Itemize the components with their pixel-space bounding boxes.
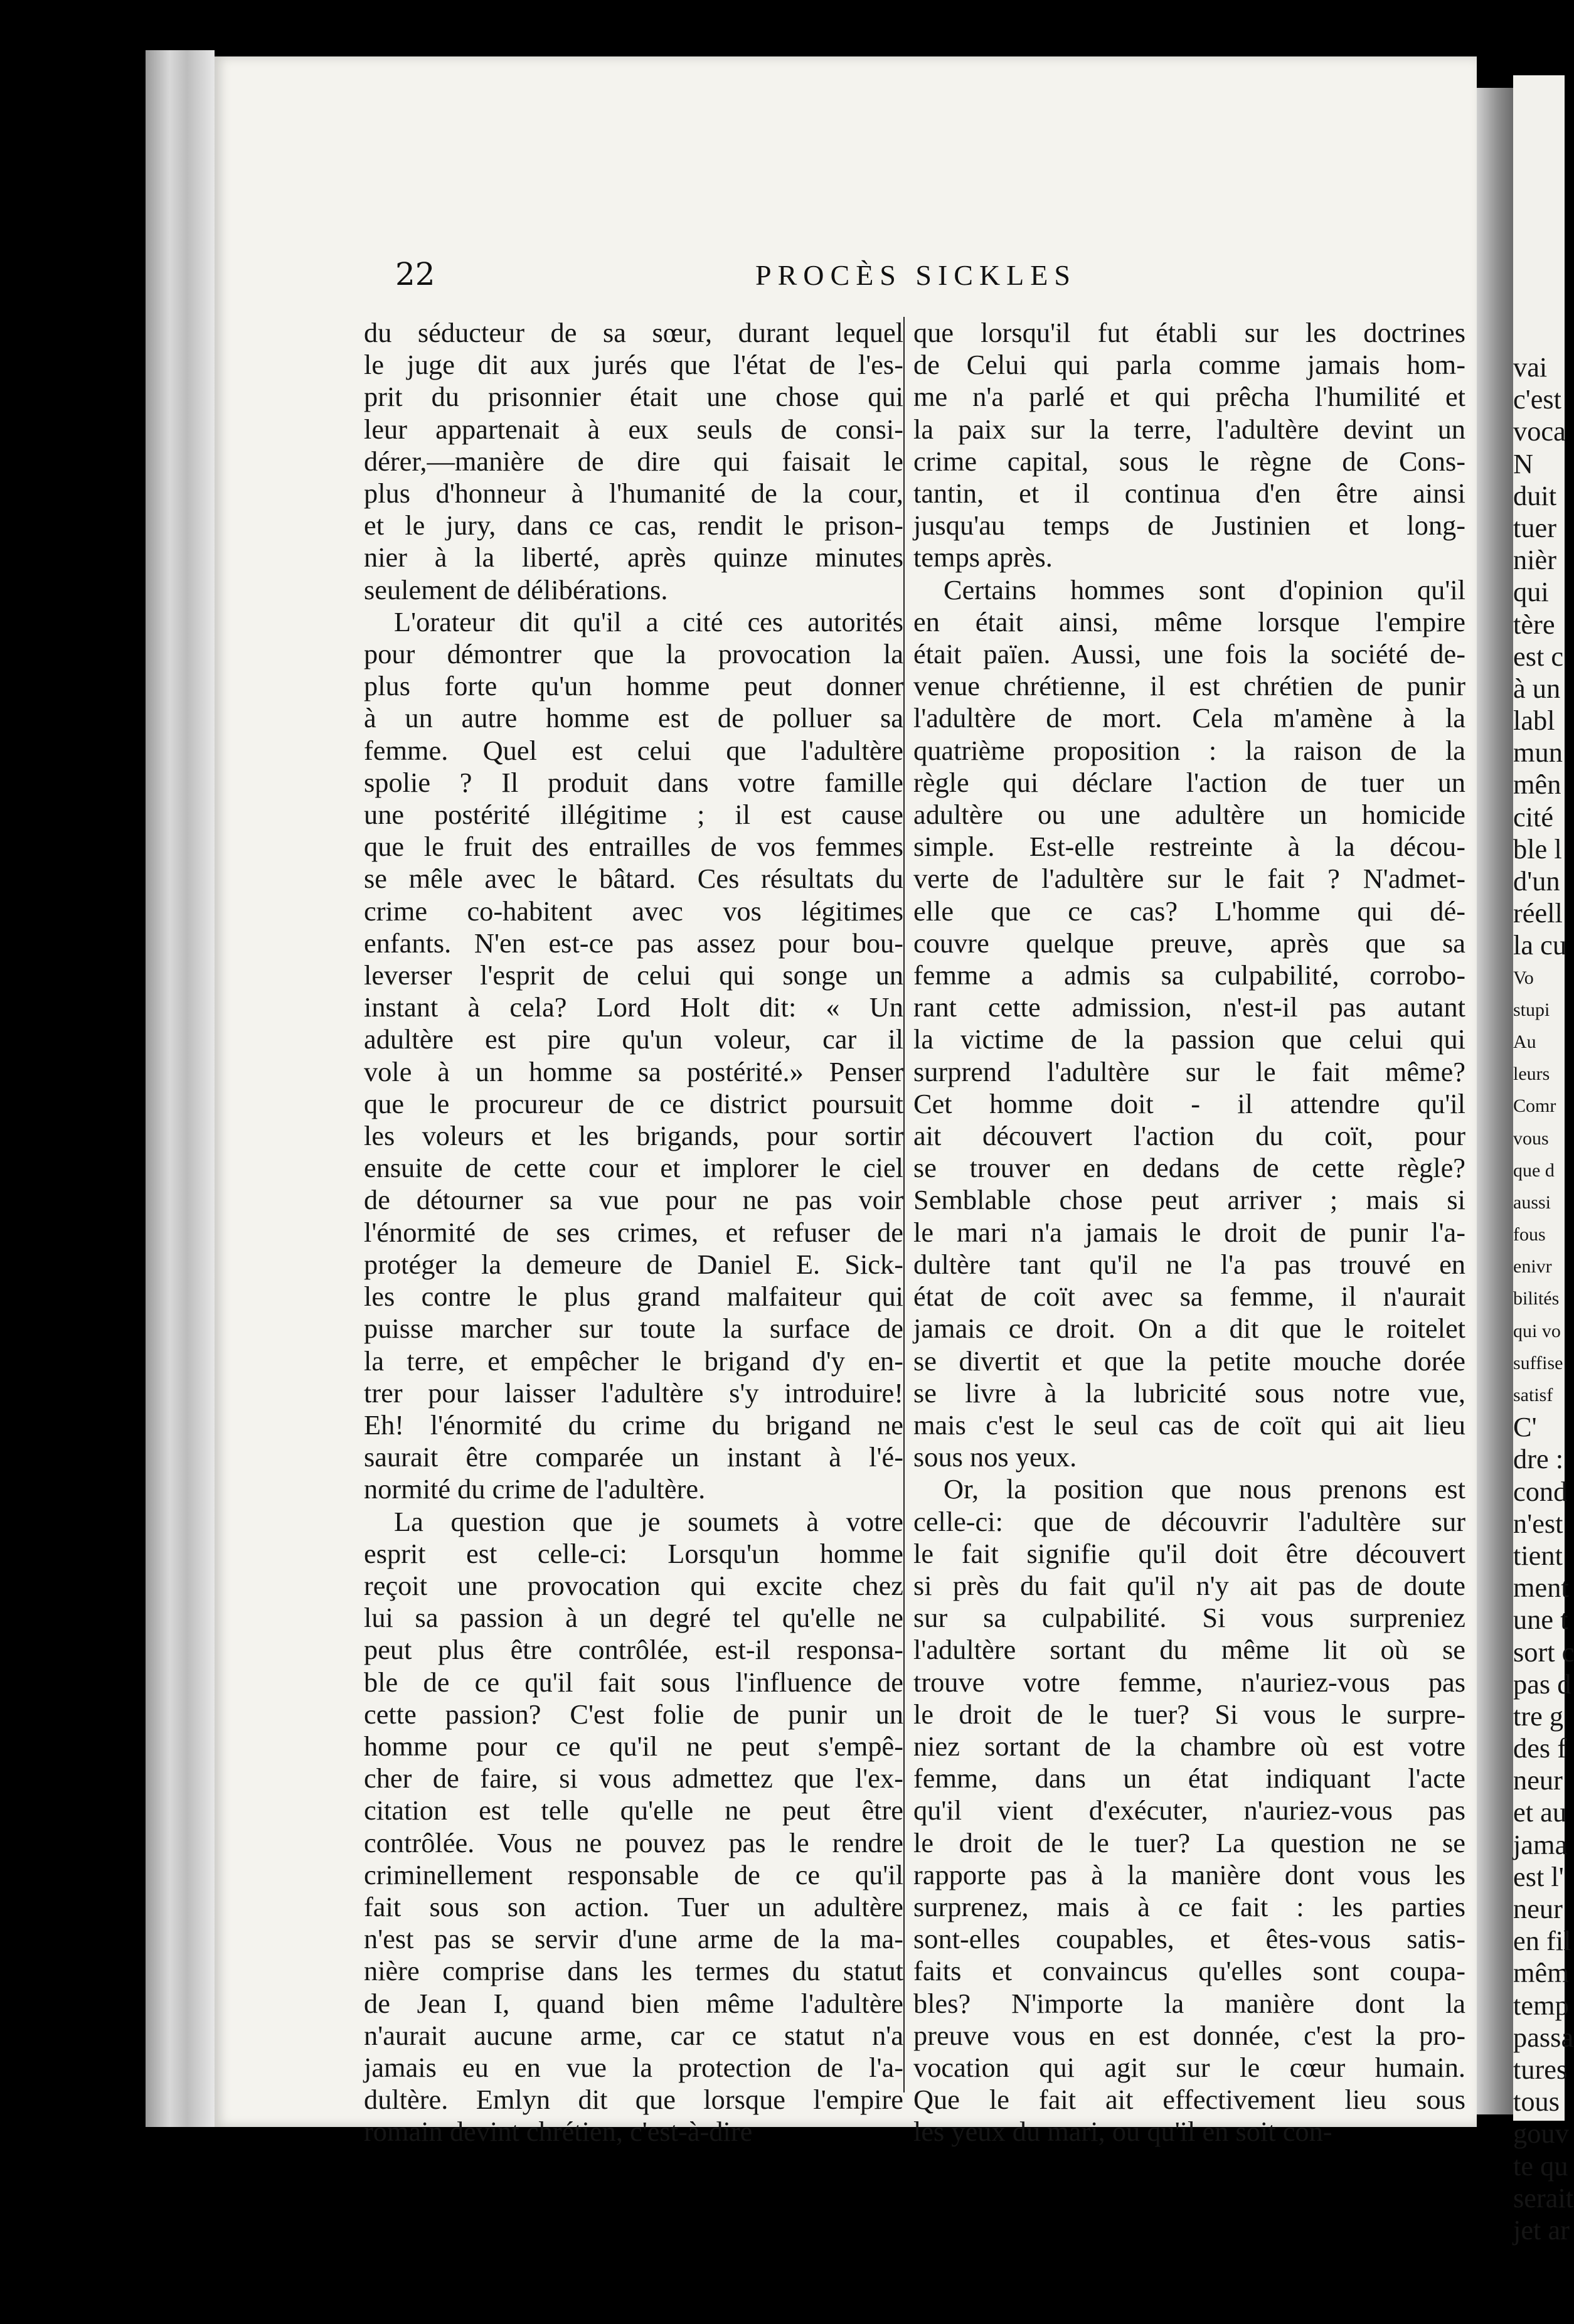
page-number: 22 (395, 256, 435, 292)
text-line: temps après. (913, 541, 1053, 573)
running-header (358, 256, 1474, 300)
facing-page-fragment: duit (1513, 479, 1557, 511)
text-line: preuve vous en est donnée, c'est la pro- (913, 2019, 1465, 2051)
facing-page-fragment: mên (1513, 769, 1561, 801)
text-line: crime co-habitent avec vos légitimes (364, 895, 903, 927)
text-line: vole à un homme sa postérité.» Penser (364, 1055, 903, 1087)
facing-page-fragment: à un (1513, 672, 1561, 704)
text-line: de Celui qui parla comme jamais hom- (913, 349, 1465, 381)
text-line: une postérité illégitime ; il est cause (364, 799, 903, 831)
facing-page-fragment: n'est (1513, 1507, 1563, 1539)
facing-page-fragment: que d (1513, 1159, 1555, 1181)
facing-page-fragment: passa (1513, 2021, 1574, 2053)
text-line: adultère est pire qu'un voleur, car il (364, 1023, 903, 1055)
facing-page-fragment: jet ar (1513, 2214, 1570, 2246)
facing-page-fragment: tuer (1513, 511, 1557, 543)
text-line: et le jury, dans ce cas, rendit le prison- (364, 509, 903, 541)
text-line: femme a admis sa culpabilité, corrobo- (913, 959, 1465, 991)
text-line: Que le fait ait effectivement lieu sous (913, 2084, 1465, 2116)
text-line: sous nos yeux. (913, 1441, 1077, 1473)
text-line: leverser l'esprit de celui qui songe un (364, 959, 903, 991)
text-line: dultère tant qu'il ne l'a pas trouvé en (913, 1248, 1465, 1280)
text-line: Or, la position que nous prenons est (944, 1473, 1465, 1505)
book-page-edges (146, 50, 215, 2127)
facing-page-fragment: C' (1513, 1411, 1537, 1443)
text-line: citation est telle qu'elle ne peut être (364, 1794, 903, 1826)
text-line: que le fruit des entrailles de vos femmes (364, 831, 903, 863)
facing-page-fragment: N (1513, 447, 1534, 479)
text-line: n'est pas se servir d'une arme de la ma- (364, 1923, 903, 1955)
facing-page-fragment: une t (1513, 1604, 1568, 1636)
facing-page-fragment: Comr (1513, 1095, 1556, 1117)
text-line: de détourner sa vue pour ne pas voir (364, 1184, 903, 1216)
facing-page-fragment: satisf (1513, 1385, 1553, 1405)
text-line: l'adultère sortant du même lit où se (913, 1634, 1465, 1666)
facing-page-fragment: vous (1513, 1127, 1549, 1149)
text-line: verte de l'adultère sur le fait ? N'admet- (913, 863, 1465, 895)
text-line: faits et convaincus qu'elles sont coupa- (913, 1955, 1465, 1987)
facing-page-fragment: cond (1513, 1475, 1568, 1507)
text-line: que le procureur de ce district poursuit (364, 1087, 903, 1119)
text-line: quatrième proposition : la raison de la (913, 734, 1465, 766)
text-line: la terre, et empêcher le brigand d'y en- (364, 1345, 903, 1377)
text-line: la victime de la passion que celui qui (913, 1023, 1465, 1055)
text-line: contrôlée. Vous ne pouvez pas le rendre (364, 1826, 903, 1858)
facing-page-fragment: et au (1513, 1796, 1567, 1828)
text-line: était païen. Aussi, une fois la société de- (913, 638, 1465, 670)
text-line: fait sous son action. Tuer un adultère (364, 1890, 903, 1922)
text-line: enfants. N'en est-ce pas assez pour bou- (364, 927, 903, 959)
text-line: l'énormité de ses crimes, et refuser de (364, 1216, 903, 1248)
text-line: romain devint chrétien, c'est-à-dire (364, 2116, 753, 2148)
text-line: prit du prisonnier était une chose qui (364, 381, 903, 413)
text-line: rant cette admission, n'est-il pas autant (913, 991, 1465, 1023)
scan-border-left (0, 0, 146, 2324)
text-line: nier à la liberté, après quinze minutes (364, 541, 903, 573)
facing-page-fragment: leurs (1513, 1063, 1550, 1085)
text-line: puisse marcher sur toute la surface de (364, 1313, 903, 1345)
text-line: mais c'est le seul cas de coït qui ait lieu (913, 1409, 1465, 1441)
text-line: le droit de le tuer? Si vous le surpre- (913, 1698, 1465, 1730)
text-line: esprit est celle-ci: Lorsqu'un homme (364, 1537, 903, 1569)
text-line: les voleurs et les brigands, pour sortir (364, 1120, 903, 1152)
facing-page-fragment: des f (1513, 1732, 1567, 1764)
text-line: crime capital, sous le règne de Cons- (913, 445, 1465, 477)
text-line: Cet homme doit - il attendre qu'il (913, 1087, 1465, 1119)
text-line: le mari n'a jamais le droit de punir l'a- (913, 1216, 1465, 1248)
facing-page-fragment: nièr (1513, 544, 1557, 576)
text-line: seulement de délibérations. (364, 573, 668, 605)
text-line: la paix sur la terre, l'adultère devint un (913, 413, 1465, 445)
text-line: qu'il vient d'exécuter, n'auriez-vous pas (913, 1794, 1465, 1826)
left-text-column (364, 317, 903, 2148)
text-line: les yeux du mari, ou qu'il en soit con- (913, 2116, 1332, 2148)
facing-page-fragment: d'un (1513, 865, 1560, 897)
text-line: rapporte pas à la manière dont vous les (913, 1858, 1465, 1890)
text-line: règle qui déclare l'action de tuer un (913, 766, 1465, 798)
text-line: état de coït avec sa femme, il n'aurait (913, 1281, 1465, 1313)
text-line: le fait signifie qu'il doit être découvert (913, 1537, 1465, 1569)
text-line: peut plus être contrôlée, est-il responsa- (364, 1634, 903, 1666)
text-line: trer pour laisser l'adultère s'y introduire! (364, 1377, 903, 1409)
facing-page-fragment: neur (1513, 1893, 1563, 1924)
facing-page-fragment: réell (1513, 897, 1563, 929)
text-line: du séducteur de sa sœur, durant lequel (364, 317, 903, 348)
text-line: protéger la demeure de Daniel E. Sick- (364, 1248, 903, 1280)
facing-page-fragment: est l' (1513, 1860, 1564, 1892)
text-line: bles? N'importe la manière dont la (913, 1987, 1465, 2019)
text-line: plus d'honneur à l'humanité de la cour, (364, 477, 903, 509)
text-line: de Jean I, quand bien même l'adultère (364, 1987, 903, 2019)
facing-page-fragment: gouv (1513, 2118, 1569, 2150)
facing-page-fragment: enivr (1513, 1256, 1552, 1277)
text-line: Certains hommes sont d'opinion qu'il (944, 573, 1465, 605)
facing-page-fragment: fous (1513, 1224, 1546, 1245)
facing-page-fragment: mun (1513, 737, 1563, 769)
text-line: pour démontrer que la provocation la (364, 638, 903, 670)
facing-page-fragment: suffise (1513, 1352, 1563, 1373)
facing-page-fragment: est c (1513, 640, 1564, 672)
facing-page-fragment: tre g (1513, 1700, 1564, 1732)
text-line: ensuite de cette cour et implorer le ciel (364, 1152, 903, 1184)
text-line: couvre quelque preuve, après que sa (913, 927, 1465, 959)
facing-page-fragment: jama (1513, 1828, 1568, 1860)
text-line: sur sa culpabilité. Si vous surpreniez (913, 1602, 1465, 1634)
text-line: adultère ou une adultère un homicide (913, 799, 1465, 831)
text-line: criminellement responsable de ce qu'il (364, 1858, 903, 1890)
facing-page-fragment: ble l (1513, 833, 1562, 865)
text-line: cette passion? C'est folie de punir un (364, 1698, 903, 1730)
text-line: surprenez, mais à ce fait : les parties (913, 1890, 1465, 1922)
text-line: sont-elles coupables, et êtes-vous satis- (913, 1923, 1465, 1955)
text-line: leur appartenait à eux seuls de consi- (364, 413, 903, 445)
facing-page-fragment: serait (1513, 2182, 1574, 2214)
facing-page-fragment: qui (1513, 576, 1549, 608)
text-line: jamais eu en vue la protection de l'a- (364, 2051, 903, 2083)
facing-page-fragment: Vo (1513, 967, 1534, 988)
text-line: me n'a parlé et qui prêcha l'humilité et (913, 381, 1465, 413)
text-line: celle-ci: que de découvrir l'adultère sur (913, 1505, 1465, 1537)
text-line: venue chrétienne, il est chrétien de punir (913, 670, 1465, 702)
text-line: ble de ce qu'il fait sous l'influence de (364, 1666, 903, 1698)
text-line: n'aurait aucune arme, car ce statut n'a (364, 2019, 903, 2051)
text-line: que lorsqu'il fut établi sur les doctrines (913, 317, 1465, 348)
text-line: se livre à la lubricité sous notre vue, (913, 1377, 1465, 1409)
right-text-column (903, 317, 1465, 2148)
text-line: plus forte qu'un homme peut donner (364, 670, 903, 702)
text-line: La question que je soumets à votre (394, 1505, 903, 1537)
text-line: simple. Est-elle restreinte à la décou- (913, 831, 1465, 863)
facing-page-fragment: te qu (1513, 2150, 1568, 2182)
facing-page-fragment: neur (1513, 1764, 1563, 1796)
facing-page-fragment: voca (1513, 415, 1566, 447)
text-line: se mêle avec le bâtard. Ces résultats du (364, 863, 903, 895)
text-line: ait découvert l'action du coït, pour (913, 1120, 1465, 1152)
text-line: saurait être comparée un instant à l'é- (364, 1441, 903, 1473)
facing-page-fragment: bilités (1513, 1288, 1560, 1309)
text-line: se divertit et que la petite mouche dorée (913, 1345, 1465, 1377)
book-gutter (1477, 88, 1513, 2114)
facing-page-fragment: tère (1513, 608, 1555, 640)
facing-page-fragment: cité (1513, 801, 1554, 833)
facing-page-fragment: mêm (1513, 1957, 1569, 1989)
text-line: cher de faire, si vous admettez que l'ex- (364, 1762, 903, 1794)
text-line: trouve votre femme, n'auriez-vous pas (913, 1666, 1465, 1698)
facing-page-fragment: labl (1513, 705, 1555, 737)
text-line: si près du fait qu'il n'y ait pas de doute (913, 1569, 1465, 1601)
text-line: l'adultère de mort. Cela m'amène à la (913, 702, 1465, 734)
text-line: lui sa passion à un degré tel qu'elle ne (364, 1602, 903, 1634)
text-line: les contre le plus grand malfaiteur qui (364, 1281, 903, 1313)
text-line: le juge dit aux jurés que l'état de l'es- (364, 349, 903, 381)
text-line: nière comprise dans les termes du statut (364, 1955, 903, 1987)
text-line: tantin, et il continua d'en être ainsi (913, 477, 1465, 509)
text-line: jusqu'au temps de Justinien et long- (913, 509, 1465, 541)
facing-page-fragment: pas d (1513, 1668, 1571, 1700)
facing-page-fragment: tous (1513, 2086, 1560, 2118)
running-title: PROCÈS SICKLES (755, 259, 1077, 291)
text-line: reçoit une provocation qui excite chez (364, 1569, 903, 1601)
facing-page-fragment: Au (1513, 1031, 1536, 1052)
text-line: spolie ? Il produit dans votre famille (364, 766, 903, 798)
facing-page-fragment: dre : (1513, 1443, 1564, 1475)
text-line: femme, dans un état indiquant l'acte (913, 1762, 1465, 1794)
text-line: jamais ce droit. On a dit que le roitelet (913, 1313, 1465, 1345)
facing-page-fragment: qui vo (1513, 1320, 1561, 1341)
facing-page-fragment: sort c (1513, 1636, 1574, 1668)
text-line: dérer,—manière de dire qui faisait le (364, 445, 903, 477)
facing-page-fragment: temp (1513, 1989, 1569, 2021)
facing-page-text (1513, 351, 1574, 2246)
text-line: Semblable chose peut arriver ; mais si (913, 1184, 1465, 1216)
text-line: vocation qui agit sur le cœur humain. (913, 2051, 1465, 2083)
text-line: Eh! l'énormité du crime du brigand ne (364, 1409, 903, 1441)
text-line: à un autre homme est de polluer sa (364, 702, 903, 734)
facing-page-fragment: aussi (1513, 1191, 1551, 1213)
text-line: dultère. Emlyn dit que lorsque l'empire (364, 2084, 903, 2116)
text-line: femme. Quel est celui que l'adultère (364, 734, 903, 766)
facing-page-fragment: tient (1513, 1539, 1563, 1571)
text-line: se trouver en dedans de cette règle? (913, 1152, 1465, 1184)
text-line: normité du crime de l'adultère. (364, 1473, 706, 1505)
text-line: niez sortant de la chambre où est votre (913, 1730, 1465, 1762)
text-line: le droit de le tuer? La question ne se (913, 1826, 1465, 1858)
facing-page-fragment: ment (1513, 1572, 1569, 1604)
facing-page-fragment: en fil (1513, 1925, 1571, 1957)
facing-page-fragment: la cu (1513, 929, 1567, 961)
text-line: L'orateur dit qu'il a cité ces autorités (394, 605, 903, 637)
facing-page-fragment: stupi (1513, 999, 1550, 1020)
facing-page-fragment: c'est (1513, 383, 1562, 415)
text-line: elle que ce cas? L'homme qui dé- (913, 895, 1465, 927)
text-line: surprend l'adultère sur le fait même? (913, 1055, 1465, 1087)
text-line: homme pour ce qu'il ne peut s'empê- (364, 1730, 903, 1762)
text-line: en était ainsi, même lorsque l'empire (913, 605, 1465, 637)
facing-page-fragment: vai (1513, 351, 1548, 383)
facing-page-fragment: tures (1513, 2053, 1568, 2085)
text-line: instant à cela? Lord Holt dit: « Un (364, 991, 903, 1023)
